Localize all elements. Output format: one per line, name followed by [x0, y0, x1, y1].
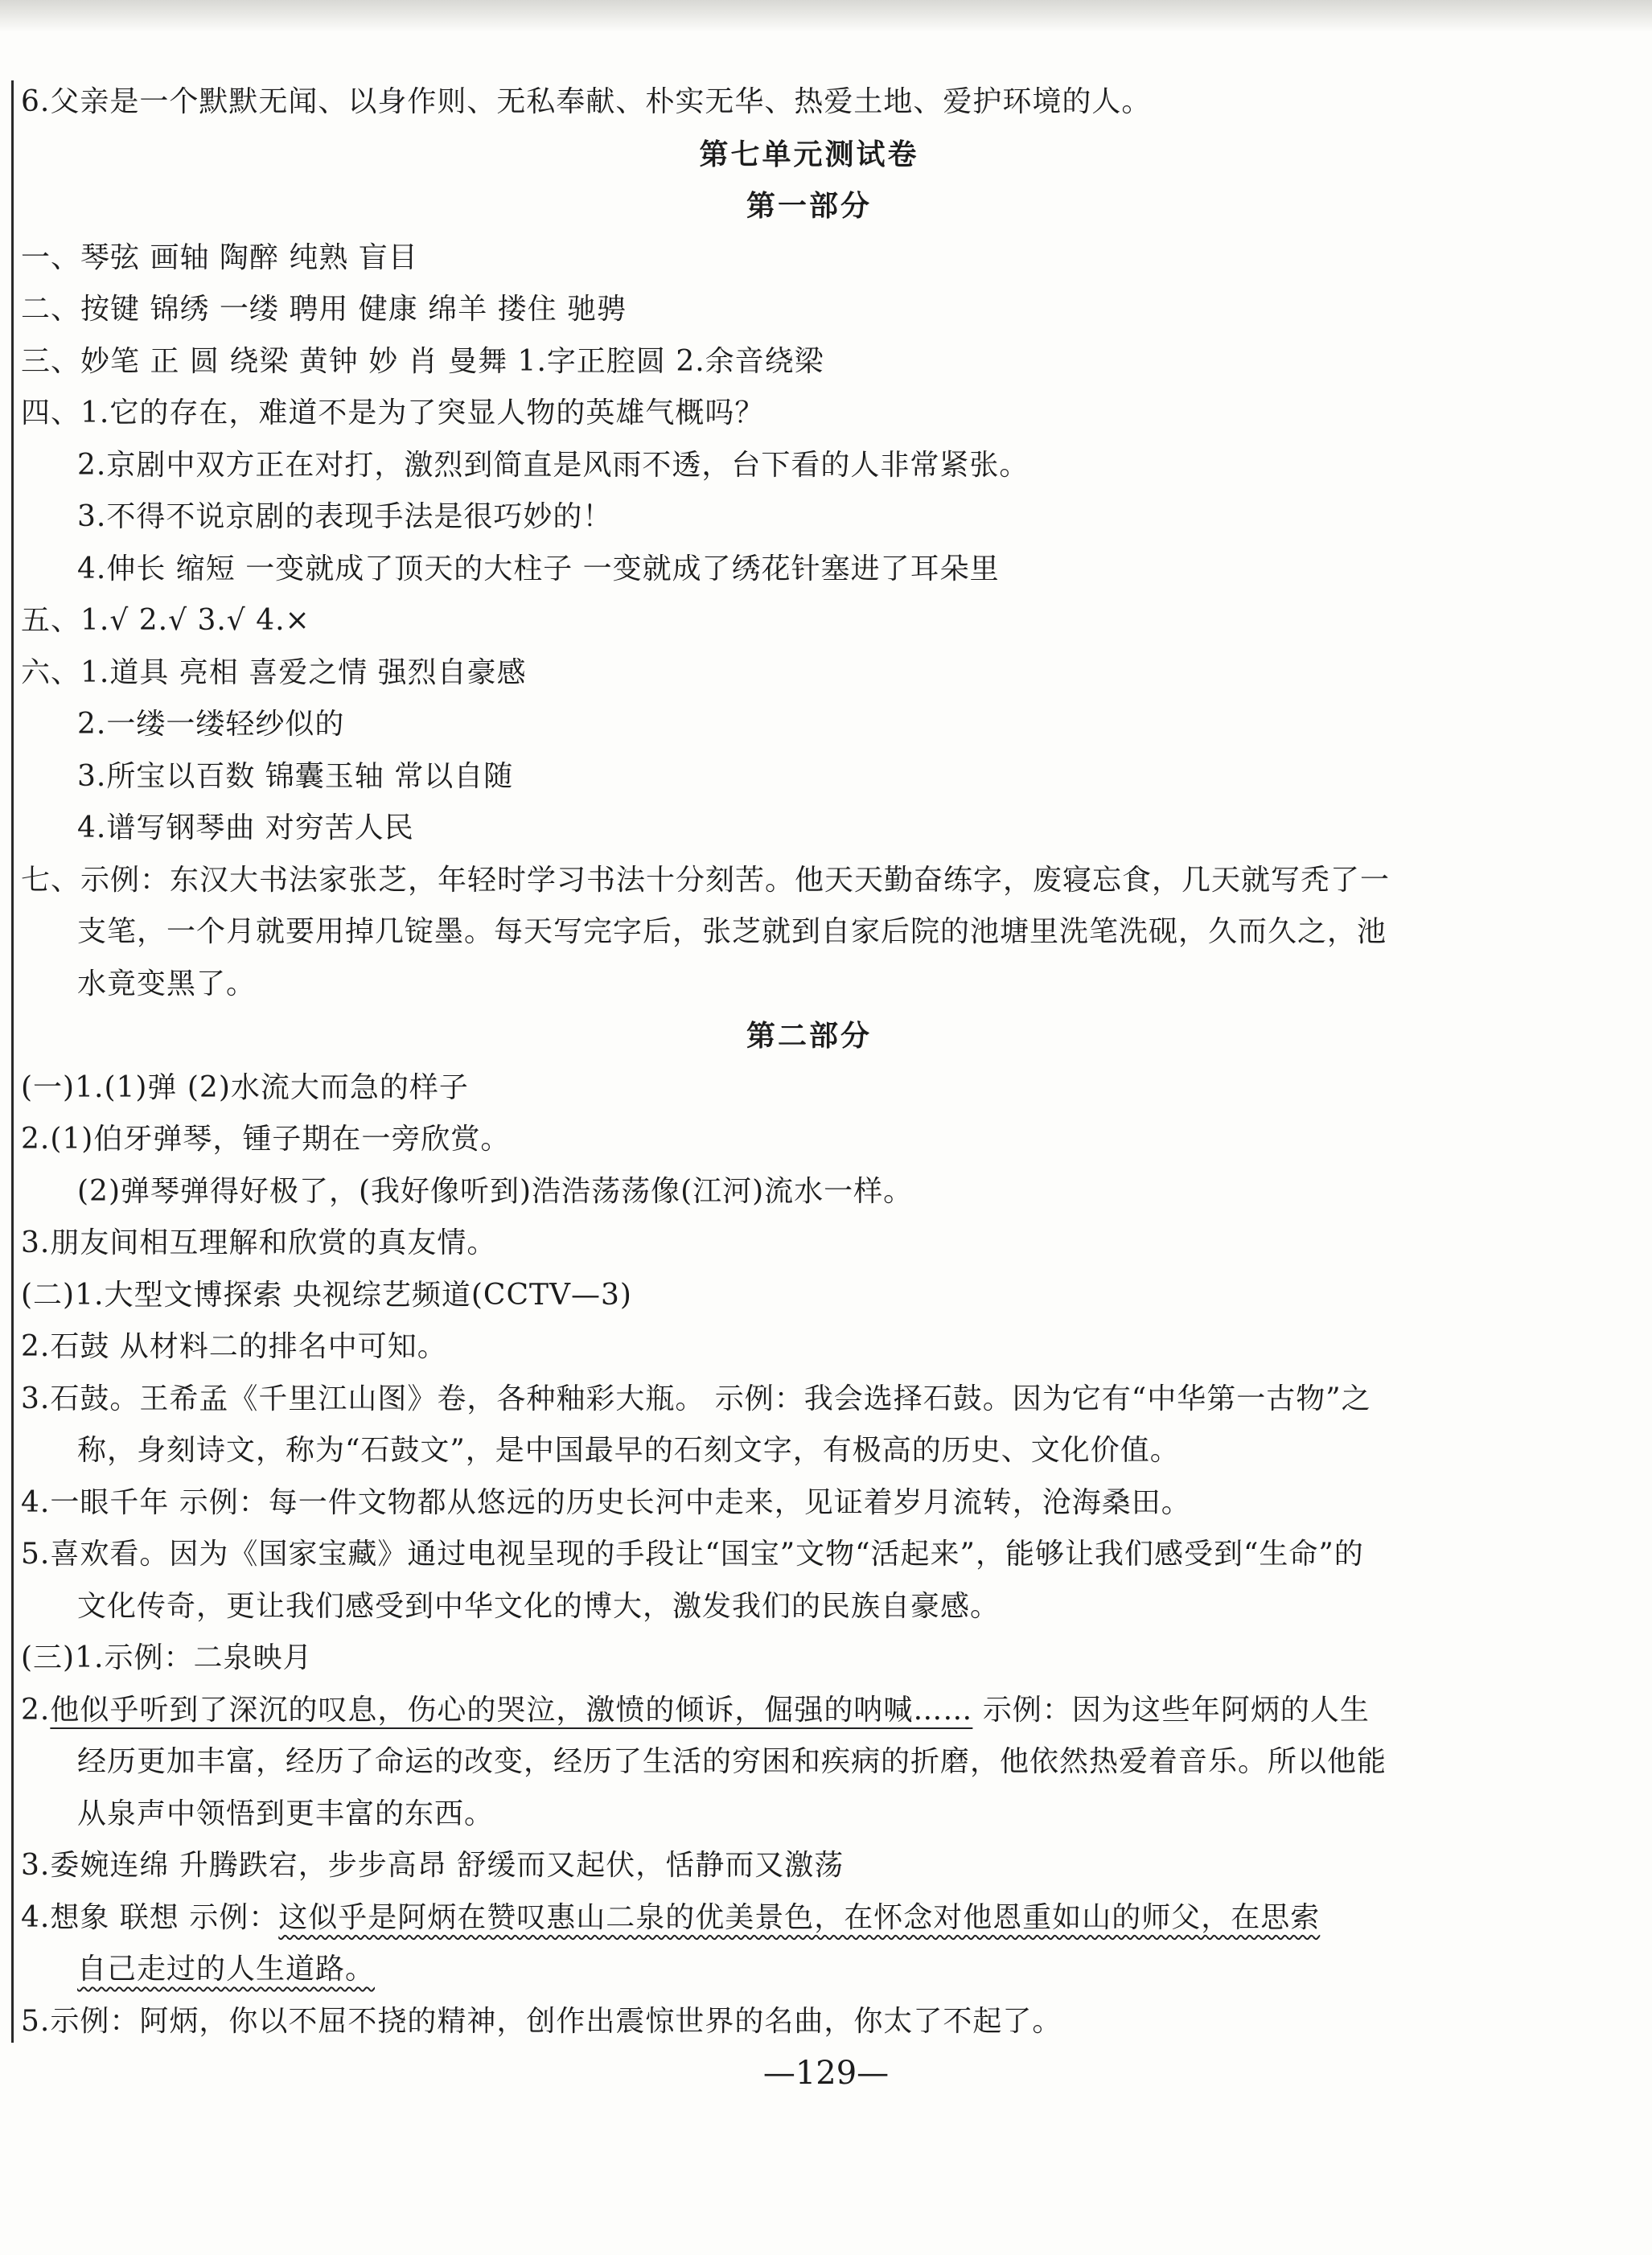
part2-line-3: (2)弹琴弹得好极了，(我好像听到)浩浩荡荡像(江河)流水一样。 — [77, 1174, 914, 1208]
part1-line-3: 三、妙笔 正 圆 绕梁 黄钟 妙 肖 曼舞 1.字正腔圆 2.余音绕梁 — [21, 344, 824, 378]
part2-line-10: 5.喜欢看。因为《国家宝藏》通过电视呈现的手段让“国宝”文物“活起来”，能够让我们感受到“生命”的 — [21, 1538, 1364, 1571]
scan-edge — [0, 0, 1652, 32]
part1-line-8: 五、1.√ 2.√ 3.√ 4.× — [21, 604, 310, 637]
part2-line-8: 称，身刻诗文，称为“石鼓文”，是中国最早的石刻文字，有极高的历史、文化价值。 — [77, 1434, 1180, 1467]
part1-line-9: 六、1.道具 亮相 喜爱之情 强烈自豪感 — [21, 655, 527, 689]
page-number: —129— — [762, 2055, 890, 2092]
part2-line-6: 2.石鼓 从材料二的排名中可知。 — [21, 1330, 447, 1363]
part1-line-7: 4.伸长 缩短 一变就成了顶天的大柱子 一变就成了绣花针塞进了耳朵里 — [77, 552, 1000, 585]
part1-line-13: 七、示例：东汉大书法家张芝，年轻时学习书法十分刻苦。他天天勤奋练字，废寝忘食，几天就写秃了一 — [21, 863, 1391, 897]
part2-line-15: 从泉声中领悟到更丰富的东西。 — [77, 1797, 495, 1830]
unit-title: 第七单元测试卷 — [699, 137, 919, 171]
part1-line-10: 2.一缕一缕轻纱似的 — [77, 708, 345, 741]
part2-line-19: 5.示例：阿炳，你以不屈不挠的精神，创作出震惊世界的名曲，你太了不起了。 — [21, 2004, 1062, 2038]
part2-line-1: (一)1.(1)弹 (2)水流大而急的样子 — [21, 1070, 469, 1104]
part2-line-18 — [21, 1944, 1597, 1996]
part1-line-1: 一、琴弦 画轴 陶醉 纯熟 盲目 — [21, 240, 418, 274]
part2-line-16: 3.委婉连绵 升腾跌宕，步步高昂 舒缓而又起伏，恬静而又激荡 — [21, 1849, 844, 1882]
part2-line-7: 3.石鼓。王希孟《千里江山图》卷，各种釉彩大瓶。 示例：我会选择石鼓。因为它有“中华第一古物”之 — [21, 1382, 1371, 1415]
intro-q6: 6.父亲是一个默默无闻、以身作则、无私奉献、朴实无华、热爱土地、爱护环境的人。 — [21, 85, 1152, 118]
part2-line-9: 4.一眼千年 示例：每一件文物都从悠远的历史长河中走来，见证着岁月流转，沧海桑田。 — [21, 1485, 1191, 1519]
part1-line-4: 四、1.它的存在，难道不是为了突显人物的英雄气概吗？ — [21, 396, 765, 429]
part1-line-2: 二、按键 锦绣 一缕 聘用 健康 绵羊 搂住 驰骋 — [21, 293, 627, 326]
part1-title: 第一部分 — [746, 189, 872, 223]
part1-line-11: 3.所宝以百数 锦囊玉轴 常以自随 — [77, 759, 514, 793]
wavy-underlined-sentence: 这似乎是阿炳在赞叹惠山二泉的优美景色，在怀念对他恩重如山的师父，在思索 — [278, 1900, 1321, 1934]
part2-line-12: (三)1.示例：二泉映月 — [21, 1641, 313, 1674]
part1-line-15: 水竟变黑了。 — [77, 967, 257, 1000]
part1-line-6: 3.不得不说京剧的表现手法是很巧妙的！ — [77, 500, 613, 533]
part2-title: 第二部分 — [746, 1019, 872, 1053]
part2-line-4: 3.朋友间相互理解和欣赏的真友情。 — [21, 1226, 497, 1259]
part2-line-13-prefix: 2. — [21, 1693, 51, 1727]
underlined-sentence: 他似乎听到了深沉的叹息，伤心的哭泣，激愤的倾诉，倔强的呐喊…… — [50, 1693, 973, 1727]
part2-line-17 — [21, 1892, 1597, 1945]
part2-line-14: 经历更加丰富，经历了命运的改变，经历了生活的穷困和疾病的折磨，他依然热爱着音乐。所以他能 — [77, 1745, 1387, 1778]
part1-line-14: 支笔，一个月就要用掉几锭墨。每天写完字后，张芝就到自家后院的池塘里洗笔洗砚，久而久之，池 — [77, 915, 1387, 948]
part1-line-12: 4.谱写钢琴曲 对穷苦人民 — [77, 811, 414, 844]
part2-line-5: (二)1.大型文博探索 央视综艺频道(CCTV—3) — [21, 1278, 632, 1312]
part1-line-5: 2.京剧中双方正在对打，激烈到简直是风雨不透，台下看的人非常紧张。 — [77, 448, 1029, 482]
left-margin-rule — [11, 80, 14, 2043]
part2-line-11: 文化传奇，更让我们感受到中华文化的博大，激发我们的民族自豪感。 — [77, 1589, 1001, 1623]
part2-line-13 — [21, 1685, 1597, 1737]
part2-line-17-prefix: 4.想象 联想 示例： — [21, 1900, 279, 1934]
wavy-underlined-sentence-end: 自己走过的人生道路。 — [77, 1953, 376, 1986]
answer-key-content — [21, 76, 1597, 2048]
part2-line-2: 2.(1)伯牙弹琴，锺子期在一旁欣赏。 — [21, 1123, 511, 1156]
part2-line-13-rest: 示例：因为这些年阿炳的人生 — [972, 1693, 1370, 1727]
